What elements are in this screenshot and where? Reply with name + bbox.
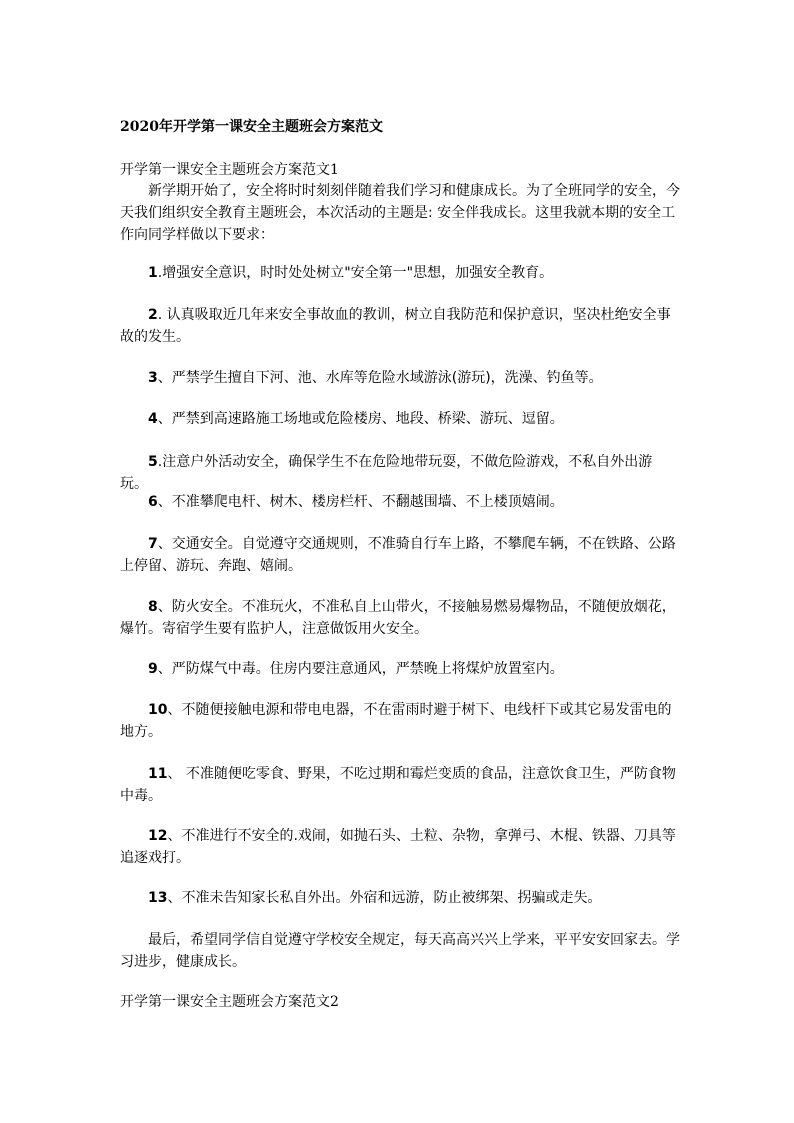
item-number: 8 — [148, 599, 158, 615]
list-item — [120, 763, 680, 807]
list-item — [120, 825, 680, 869]
item-number: 10 — [148, 702, 168, 718]
item-number: 5 — [148, 454, 158, 470]
list-item — [120, 304, 680, 348]
item-text: 、不准未告知家长私自外出。外宿和远游，防止被绑架、拐骗或走失。 — [167, 890, 602, 906]
list-item — [120, 596, 680, 640]
item-number: 9 — [148, 661, 158, 677]
item-text: . 认真吸取近几年来安全事故血的教训，树立自我防范和保护意识，坚决杜绝安全事故的发生。 — [120, 307, 671, 345]
item-text: 、不准攀爬电杆、树木、楼房栏杆、不翻越围墙、不上楼顶嬉闹。 — [157, 494, 564, 510]
closing-paragraph: 最后，希望同学信自觉遵守学校安全规定，每天高高兴兴上学来，平平安安回家去。学习进步，健康成长。 — [120, 932, 680, 970]
list-item — [120, 699, 680, 743]
list-item — [120, 658, 680, 680]
item-text: 、交通安全。自觉遵守交通规则，不准骑自行车上路，不攀爬车辆，不在铁路、公路上停留、游玩、奔跑、嬉闹。 — [120, 536, 676, 574]
item-number: 1 — [148, 265, 158, 281]
item-text: .注意户外活动安全，确保学生不在危险地带玩耍，不做危险游戏，不私自外出游玩。 — [120, 454, 653, 492]
section-1-heading: 开学第一课安全主题班会方案范文1 — [120, 162, 339, 178]
list-item — [120, 887, 680, 909]
item-number: 3 — [148, 370, 158, 386]
list-item — [120, 262, 680, 284]
item-number: 6 — [148, 494, 158, 510]
document-title: 2020年开学第一课安全主题班会方案范文 — [120, 119, 383, 135]
item-text: 、 不准随便吃零食、野果，不吃过期和霉烂变质的食品，注意饮食卫生，严防食物中毒。 — [120, 766, 676, 804]
list-item — [120, 491, 680, 513]
item-number: 13 — [148, 890, 168, 906]
section-2-heading: 开学第一课安全主题班会方案范文2 — [120, 994, 339, 1010]
list-item — [120, 533, 680, 577]
list-item — [120, 408, 680, 430]
item-text: .增强安全意识，时时处处树立"安全第一"思想，加强安全教育。 — [157, 265, 554, 281]
item-text: 、不随便接触电源和带电电器，不在雷雨时避于树下、电线杆下或其它易发雷电的地方。 — [120, 702, 672, 740]
item-text: 、严禁到高速路施工场地或危险楼房、地段、桥梁、游玩、逗留。 — [157, 411, 564, 427]
intro-paragraph: 新学期开始了，安全将时时刻刻伴随着我们学习和健康成长。为了全班同学的安全，今天我们组织安全教育主题班会，本次活动的主题是: 安全伴我成长。这里我就本期的安全工作向同学样做以下要求： — [120, 183, 680, 243]
item-number: 7 — [148, 536, 158, 552]
item-text: 、不准进行不安全的.戏闹，如抛石头、土粒、杂物，拿弹弓、木棍、铁器、刀具等追逐戏打。 — [120, 828, 676, 866]
item-number: 11 — [148, 766, 168, 782]
item-number: 2 — [148, 307, 158, 323]
item-number: 4 — [148, 411, 158, 427]
item-text: 、严禁学生擅自下河、池、水库等危险水域游泳(游玩)，洗澡、钓鱼等。 — [157, 370, 603, 386]
item-text: 、防火安全。不准玩火，不准私自上山带火，不接触易燃易爆物品，不随便放烟花，爆竹。寄宿学生要有监护人，注意做饭用火安全。 — [120, 599, 676, 637]
list-item — [120, 451, 680, 495]
item-number: 12 — [148, 828, 168, 844]
list-item — [120, 367, 680, 389]
item-text: 、严防煤气中毒。住房内要注意通风，严禁晚上将煤炉放置室内。 — [157, 661, 564, 677]
